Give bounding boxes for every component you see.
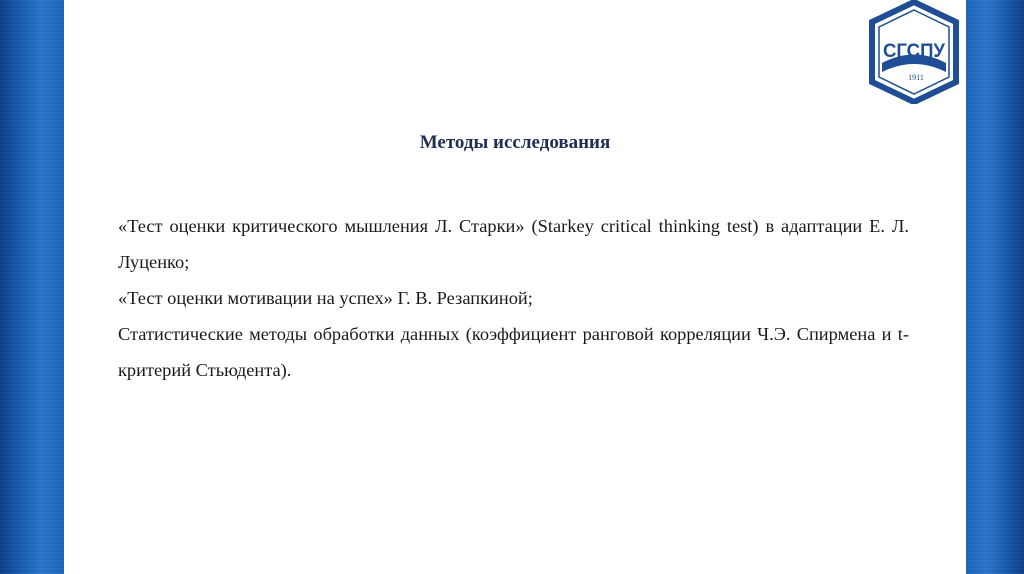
methods-list [118, 208, 909, 388]
slide-title: Методы исследования [419, 132, 611, 153]
left-side-bar [0, 0, 64, 574]
university-logo-icon [868, 0, 960, 104]
method-item-2: «Тест оценки мотивации на успех» Г. В. Резапкиной; [118, 288, 533, 308]
method-item-1: «Тест оценки критического мышления Л. Старки» (Starkey critical thinking test) в адаптации Е. Л. Луценко; [118, 216, 909, 272]
logo-text: СГСПУ [883, 41, 946, 62]
method-item-3: Статистические методы обработки данных (коэффициент ранговой корреляции Ч.Э. Спирмена и t-критерий Стьюдента). [118, 324, 909, 380]
logo-year: 1911 [908, 73, 924, 82]
right-side-bar [966, 0, 1024, 574]
